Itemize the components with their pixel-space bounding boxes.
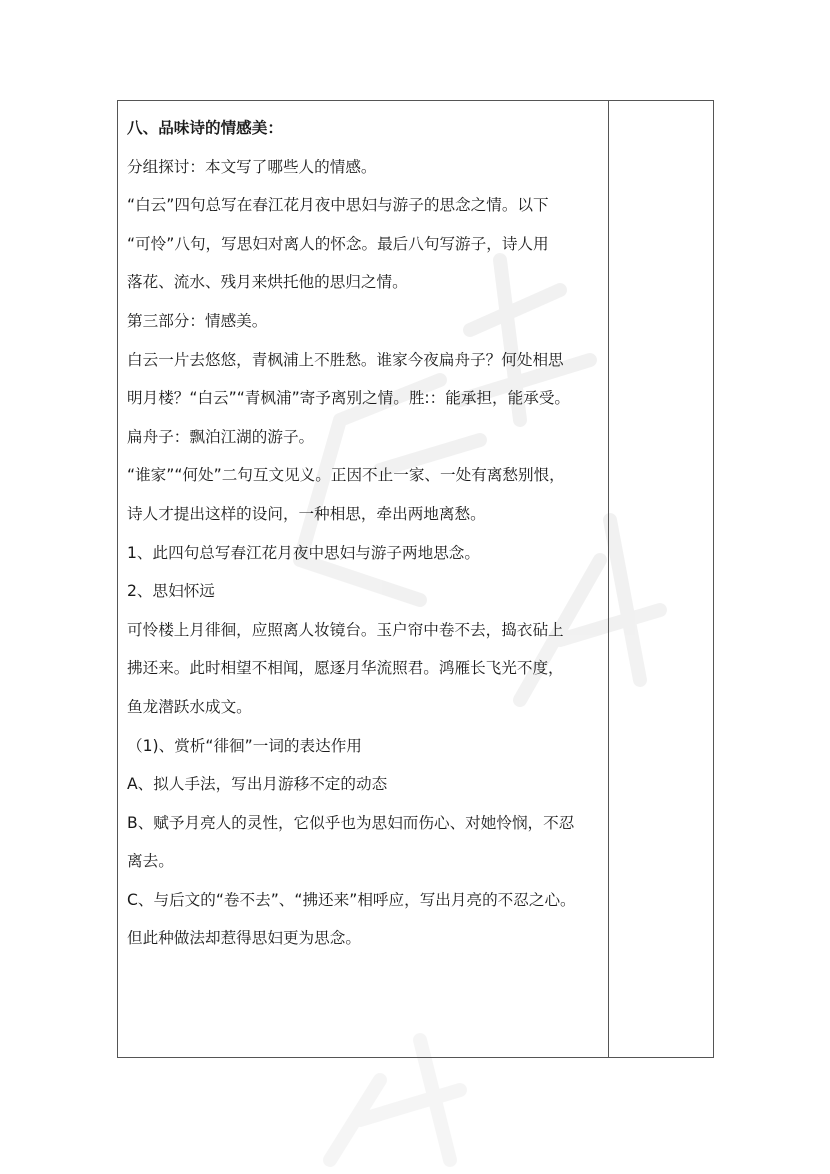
text-line: 1、此四句总写春江花月夜中思妇与游子两地思念。 [127,543,480,562]
section-heading: 八、品味诗的情感美： [127,119,283,137]
text-line: （1)、赏析“徘徊”一词的表达作用 [127,736,362,755]
text-line: 离去。 [127,852,174,871]
text-line: 明月楼？“白云”“青枫浦”寄予离别之情。胜:：能承担，能承受。 [127,389,571,408]
text-line: “白云”四句总写在春江花月夜中思妇与游子的思念之情。以下 [127,196,549,215]
text-line: 但此种做法却惹得思妇更为思念。 [127,929,361,948]
text-line: 落花、流水、残月来烘托他的思归之情。 [127,273,408,292]
text-line: 第三部分：情感美。 [127,311,268,330]
text-line: 诗人才提出这样的设问，一种相思，牵出两地离愁。 [127,504,486,523]
text-line: 分组探讨：本文写了哪些人的情感。 [127,157,377,176]
side-cell [609,101,713,1057]
text-line: B、赋予月亮人的灵性，它似乎也为思妇而伤心、对她怜悯，不忍 [127,813,575,832]
text-line: “可怜”八句，写思妇对离人的怀念。最后八句写游子，诗人用 [127,234,549,253]
text-line: 可怜楼上月徘徊，应照离人妆镜台。玉户帘中卷不去，捣衣砧上 [127,620,564,639]
text-line: 扁舟子：飘泊江湖的游子。 [127,427,315,446]
text-line: 拂还来。此时相望不相闻，愿逐月华流照君。鸿雁长飞光不度， [127,659,564,678]
text-line: A、拟人手法，写出月游移不定的动态 [127,775,388,794]
text-line: C、与后文的“卷不去”、“拂还来”相呼应，写出月亮的不忍之心。 [127,890,576,909]
text-line: “谁家”“何处”二句互文见义。正因不止一家、一处有离愁别恨， [127,466,565,485]
text-line: 白云一片去悠悠，青枫浦上不胜愁。谁家今夜扁舟子？何处相思 [127,350,564,369]
text-line: 鱼龙潜跃水成文。 [127,697,252,716]
content-table [117,100,714,1058]
content-cell [118,101,609,1057]
text-line: 2、思妇怀远 [127,582,215,601]
